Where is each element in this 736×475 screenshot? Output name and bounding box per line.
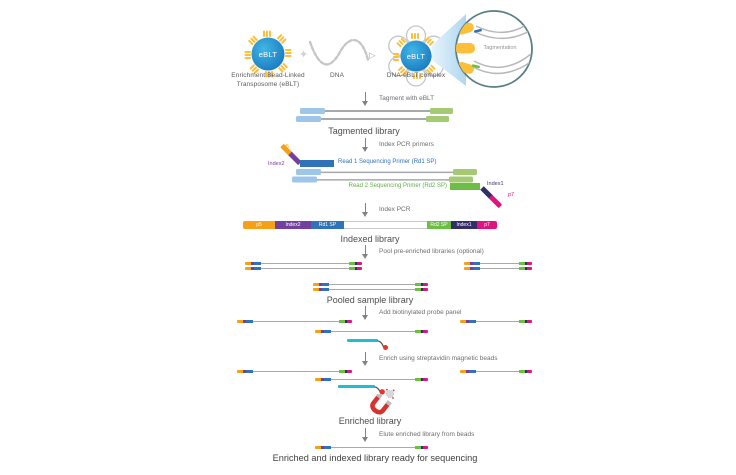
p7-tip [423, 330, 428, 333]
biotinylated-probe [338, 385, 375, 388]
rd1-tip [322, 288, 329, 291]
p5-primer-label: p5 [283, 144, 290, 150]
step-elute-label: Elute enriched library from beads [379, 431, 475, 438]
strand-line [253, 321, 339, 323]
dna-caption: DNA [329, 72, 345, 79]
biotin-dot-icon [383, 345, 388, 350]
p7-tip [347, 320, 352, 323]
library-strand [464, 262, 532, 265]
arrow-down-icon [361, 203, 370, 218]
p7-tip [527, 370, 532, 373]
read1-primer-label: Read 1 Sequencing Primer (Rd1 SP) [338, 159, 437, 165]
complex-bead-label: eBLT [406, 52, 426, 61]
step-enrich-label: Enrich using streptavidin magnetic beads [379, 355, 498, 362]
dna-squiggle-icon [306, 32, 370, 74]
p7-tip [423, 378, 428, 381]
segment-rd1sp: Rd1 SP [311, 221, 344, 229]
library-strand [313, 283, 428, 286]
arrow-down-icon [361, 306, 370, 321]
p7-tip [527, 320, 532, 323]
tagmentation-label: Tagmentation [483, 45, 517, 51]
index-pcr-primers-graphic [275, 142, 525, 212]
strand-line [261, 263, 349, 265]
plus-icon: ✦ [299, 49, 309, 61]
tagmented-strand [300, 108, 453, 114]
adapter-blue-tip [296, 116, 321, 122]
rd1-tip [246, 370, 253, 373]
p7-tip [527, 267, 532, 270]
tagmented-library-title: Tagmented library [328, 126, 400, 136]
strand-line [476, 321, 519, 323]
eblt-caption-line2: Transposome (eBLT) [236, 80, 300, 88]
strand-line [331, 379, 415, 381]
segment-insert [344, 221, 427, 229]
arrow-right-icon: ▷ [369, 50, 376, 60]
library-strand [315, 446, 428, 449]
library-strand [460, 370, 532, 373]
p7-tip [423, 288, 428, 291]
strand-line [329, 284, 415, 286]
library-strand [237, 370, 352, 373]
strand-line [331, 447, 415, 449]
p7-tip [527, 262, 532, 265]
rd1-tip [469, 320, 476, 323]
strand-line [331, 331, 415, 333]
read2-primer-label: Read 2 Sequencing Primer (Rd2 SP) [348, 183, 447, 189]
arrow-down-icon [361, 428, 370, 443]
step-tagment-label: Tagment with eBLT [379, 95, 435, 102]
strand-line [329, 289, 415, 291]
tagmented-strand [296, 116, 449, 122]
library-strand [315, 330, 428, 333]
strand-line [480, 268, 519, 270]
enriched-library-title: Enriched library [338, 416, 402, 426]
library-strand [315, 378, 428, 381]
segment-p7: p7 [477, 221, 497, 229]
step-pool-label: Pool pre-enriched libraries (optional) [379, 248, 484, 255]
p7-tip [357, 267, 362, 270]
complex-caption: DNA-eBLT complex [386, 72, 446, 79]
rd1-tip [324, 446, 331, 449]
strand-line [321, 118, 426, 120]
eblt-caption-line1: Enrichment Bead-Linked [231, 72, 305, 79]
library-strand [460, 320, 532, 323]
pooled-library-title: Pooled sample library [326, 295, 414, 305]
adapter-blue-tip [300, 108, 325, 114]
segment-index1: Index1 [451, 221, 477, 229]
index2-primer-label: Index2 [268, 161, 285, 167]
rd1-tip [324, 330, 331, 333]
p7-primer-label: p7 [508, 192, 515, 198]
rd1-tip [254, 267, 261, 270]
p7-tip [423, 446, 428, 449]
adapter-green-tip [426, 116, 449, 122]
rd1-tip [324, 378, 331, 381]
index1-primer-label: Index1 [487, 181, 504, 187]
tagmentation-magnifier-icon [430, 6, 536, 96]
rd1-tip [473, 267, 480, 270]
library-strand [245, 267, 362, 270]
final-title: Enriched and indexed library ready for sequencing [272, 453, 478, 463]
arrow-down-icon [361, 245, 370, 260]
strand-line [253, 371, 339, 373]
rd1-tip [473, 262, 480, 265]
library-strand [245, 262, 362, 265]
strand-line [480, 263, 519, 265]
rd1-tip [254, 262, 261, 265]
arrow-down-icon [361, 352, 370, 367]
segment-p5: p5 [243, 221, 275, 229]
segment-index2: Index2 [275, 221, 311, 229]
library-strand [464, 267, 532, 270]
rd1-tip [246, 320, 253, 323]
arrow-down-icon [361, 92, 370, 107]
strand-line [261, 268, 349, 270]
indexed-library-bar [243, 221, 497, 229]
step-index-primers-label: Index PCR primers [379, 141, 434, 148]
library-strand [237, 320, 352, 323]
rd1-tip [469, 370, 476, 373]
segment-rd2sp: Rd2 SP [427, 221, 451, 229]
adapter-green-tip [430, 108, 453, 114]
indexed-library-title: Indexed library [340, 234, 400, 244]
rd1-tip [322, 283, 329, 286]
step-probe-label: Add biotinylated probe panel [379, 309, 462, 316]
p7-tip [423, 283, 428, 286]
eblt-bead-label: eBLT [258, 49, 278, 59]
strand-line [325, 110, 430, 112]
library-strand [313, 288, 428, 291]
step-index-pcr-label: Index PCR [379, 206, 411, 213]
p7-tip [347, 370, 352, 373]
p7-tip [357, 262, 362, 265]
strand-line [476, 371, 519, 373]
biotinylated-probe [347, 339, 378, 342]
